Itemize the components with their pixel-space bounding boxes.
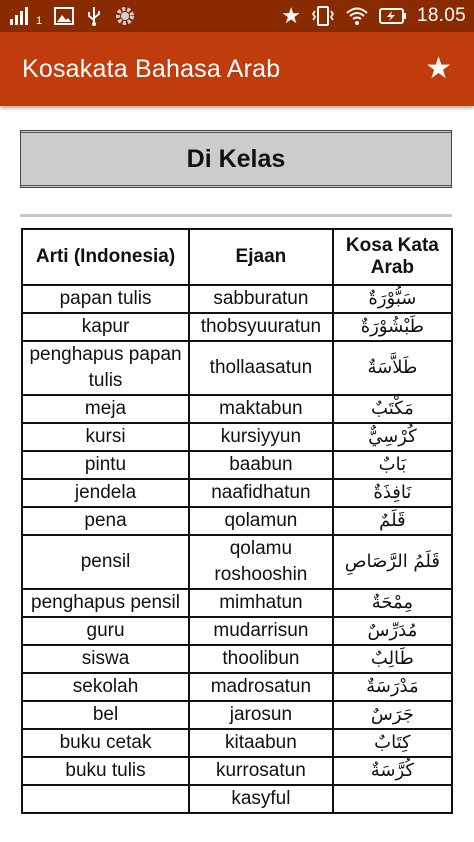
cell-ejaan: qolamu roshooshin (189, 535, 333, 589)
cell-ejaan: mudarrisun (189, 617, 333, 645)
cell-arab: كُرَّسَةٌ (333, 757, 452, 785)
table-row (22, 617, 452, 645)
signal-icon (10, 7, 34, 25)
cell-arti: kapur (22, 313, 189, 341)
table-row (22, 451, 452, 479)
cell-arti: papan tulis (22, 285, 189, 313)
table-row (22, 341, 452, 395)
cell-arti: penghapus pensil (22, 589, 189, 617)
cell-arab: سَبُّوْرَةٌ (333, 285, 452, 313)
cell-arti: penghapus papan tulis (22, 341, 189, 395)
cell-arti: sekolah (22, 673, 189, 701)
section-heading-box (20, 130, 452, 188)
cell-ejaan: maktabun (189, 395, 333, 423)
app-bar (0, 32, 474, 106)
header-ejaan: Ejaan (189, 229, 333, 285)
app-title: Kosakata Bahasa Arab (22, 54, 281, 83)
cell-arab: كِتَابٌ (333, 729, 452, 757)
table-row (22, 645, 452, 673)
status-bar (0, 0, 474, 32)
header-arti: Arti (Indonesia) (22, 229, 189, 285)
cell-arab (333, 785, 452, 813)
battery-charging-icon (379, 8, 407, 24)
cell-arab: مَدْرَسَةٌ (333, 673, 452, 701)
cell-arti: pintu (22, 451, 189, 479)
gear-icon (114, 5, 136, 27)
favorite-star-icon[interactable]: ★ (425, 52, 452, 85)
image-icon (54, 7, 74, 25)
table-row (22, 673, 452, 701)
cell-arab: بَابٌ (333, 451, 452, 479)
clock: 18.05 (416, 5, 466, 26)
cell-ejaan: kitaabun (189, 729, 333, 757)
vibrate-icon (311, 6, 335, 26)
table-row (22, 313, 452, 341)
cell-arab: طَلاَّسَةٌ (333, 341, 452, 395)
cell-arti (22, 785, 189, 813)
cell-arti: buku tulis (22, 757, 189, 785)
cell-arab: نَافِذَةٌ (333, 479, 452, 507)
cell-ejaan: qolamun (189, 507, 333, 535)
cell-ejaan: kasyful (189, 785, 333, 813)
cell-arab: مُدَرِّسٌ (333, 617, 452, 645)
table-header-row (22, 229, 452, 285)
cell-arab: كُرْسِيٌّ (333, 423, 452, 451)
cell-arti: guru (22, 617, 189, 645)
cell-arab: قَلَمٌ (333, 507, 452, 535)
table-row (22, 785, 452, 813)
cell-arti: pensil (22, 535, 189, 589)
table-row (22, 423, 452, 451)
cell-arti: buku cetak (22, 729, 189, 757)
cell-ejaan: thollaasatun (189, 341, 333, 395)
cell-ejaan: thobsyuuratun (189, 313, 333, 341)
table-row (22, 395, 452, 423)
table-row (22, 285, 452, 313)
table-row (22, 757, 452, 785)
table-row (22, 589, 452, 617)
table-row (22, 535, 452, 589)
cell-ejaan: baabun (189, 451, 333, 479)
cell-arti: meja (22, 395, 189, 423)
table-row (22, 701, 452, 729)
page-title: Di Kelas (186, 144, 286, 173)
cell-ejaan: naafidhatun (189, 479, 333, 507)
cell-arab: جَرَسٌ (333, 701, 452, 729)
cell-arti: pena (22, 507, 189, 535)
table-row (22, 729, 452, 757)
table-row (22, 479, 452, 507)
cell-ejaan: kurrosatun (189, 757, 333, 785)
cell-ejaan: madrosatun (189, 673, 333, 701)
vocabulary-table (21, 228, 453, 814)
header-arab: Kosa Kata Arab (333, 229, 452, 285)
table-row (22, 507, 452, 535)
cell-ejaan: mimhatun (189, 589, 333, 617)
cell-arab: قَلَمُ الرَّصَاصِ (333, 535, 452, 589)
wifi-icon (345, 6, 369, 26)
cell-arti: bel (22, 701, 189, 729)
cell-ejaan: kursiyyun (189, 423, 333, 451)
star-icon: ★ (281, 3, 301, 28)
cell-arti: siswa (22, 645, 189, 673)
cell-ejaan: jarosun (189, 701, 333, 729)
cell-arab: طَبْشُوْرَةٌ (333, 313, 452, 341)
cell-arab: مَكْتَبٌ (333, 395, 452, 423)
divider (20, 214, 452, 217)
cell-ejaan: thoolibun (189, 645, 333, 673)
cell-arti: jendela (22, 479, 189, 507)
cell-arab: مِمْحَةٌ (333, 589, 452, 617)
cell-ejaan: sabburatun (189, 285, 333, 313)
cell-arti: kursi (22, 423, 189, 451)
cell-arab: طَالِبٌ (333, 645, 452, 673)
sim-label: 1 (36, 14, 43, 27)
usb-icon (86, 6, 102, 26)
